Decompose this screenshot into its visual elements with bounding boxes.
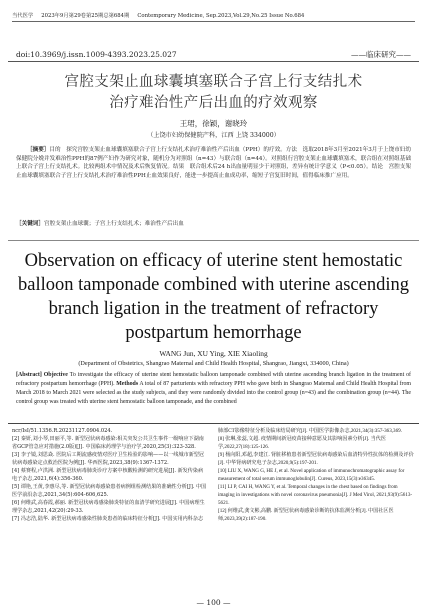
doi-row (16, 48, 411, 60)
affiliation-en: (Department of Obstetrics, Shangrao Maternal and Child Health Hospital, Shangrao, Jiangxi, 334000, China) (78, 360, 349, 367)
title-en (0, 249, 427, 345)
reference-item: [10] LIU X, WANG G, HE J, et al. Novel application of immunochromatographic assay for measurement of total serum immunoglobulin[J]. Cureus, 2023,15(3):e36345. (218, 468, 405, 482)
title-cn-line-2: 治疗难治性产后出血的疗效观察 (109, 95, 318, 111)
reference-item: [6] 何维武,高春霞,郝丽. 新型冠状病毒感染肺炎特征的血清学研究进展[J]. 中国病理生理学杂志,2021,42(20):29-33. (12, 500, 205, 514)
keywords-cn-text: 宫腔支架止血球囊；子宫上行支结扎术；难治性产后出血 (43, 221, 184, 227)
running-header (12, 5, 415, 22)
abstract-en-label: [Abstract] (16, 372, 42, 378)
abstract-cn (16, 146, 411, 180)
methods-label: Methods (116, 381, 139, 387)
reference-item: [2] 秦妍,刘小琴,田丽平,等. 新型冠状病毒感染:相关突发公共卫生事件一级响应下湖南省GCP管急应对措施(2.0版)[J]. 中国临床药理学与治疗学,2020,25(3):323-328. (12, 436, 204, 450)
affiliation-cn: （上饶市妇幼保健院产科，江西 上饶 334000） (147, 132, 280, 139)
journal-info-en: Contemporary Medicine, Sep.2023,Vol.29,No.25 Issue No.684 (137, 13, 305, 19)
reference-item: [3] 李子镜,刘思焱. 医院后工期流感疫情对医疗卫生检验的影响——以一线城市新型冠状病毒感染定点救治医院为例[J]. 华西医院,2023,38(9):1367-1372. (12, 452, 204, 466)
objective-label: Objective (43, 372, 68, 378)
reference-item: [11] LI P, CAI H, WANG Y, et al. Temporal changes in the chest based on findings from imaging in investigations with novel coronavirus pneumonia[J]. J Med Virol, 2021,93(9):5613-5621. (218, 484, 413, 506)
reference-item: [8] 张琳,张蕊,文超. 疫情期间新冠疫苗接种意愿及其影响因素分析[J]. 当代医学,2022,27(18):125-126. (218, 436, 386, 450)
objective-text: To investigate the efficacy of uterine stent hemostatic balloon tamponade combined with uterine ascending branch ligation in the treatment of refractory postpartum hemorrhage (PPH). (16, 372, 411, 387)
journal-name-cn: 当代医学 (12, 13, 34, 19)
title-cn (0, 72, 427, 114)
title-en-line-2: balloon tamponade combined with uterine ascending (18, 275, 409, 295)
reference-item: ncr/IsI/51.1356.R.20231127.0904.024. (12, 428, 113, 434)
references-right-column (218, 428, 414, 524)
authors-cn: 王珺，徐颖，谢晓玲 (179, 119, 248, 128)
references-left-column (12, 428, 208, 525)
divider (8, 61, 419, 62)
title-cn-line-1: 宫腔支架止血球囊填塞联合子宫上行支结扎术 (64, 74, 363, 90)
title-en-line-4: postpartum hemorrhage (125, 323, 302, 343)
abstract-cn-text: 目的 探究宫腔支架止血球囊填塞联合子宫上行支结扎术治疗难治性产后出血（PPH）的疗效。方法 选取2018年3月至2021年3月于上饶市妇幼保健院分娩并发难治性PPH的87例产妇作为研究对象，随机分为对照组（n=43）与联合组（n=44）。对照组行宫腔支架止血球囊填塞术，联合组在对照组基础上联合子宫上行支结扎术。比较两组术中情况及术后恢复情况。结果 联合组术后24 h出血量明显少于对照组，差异有统计学意义（P<0.05）。结论 宫腔支架止血球囊填塞联合子宫上行支结扎术治疗难治性PPH止血效果良好，能进一步提高止血成功率，缩短子宫复旧时间，值得临床推广应用。 (16, 147, 411, 179)
abstract-en (16, 371, 411, 407)
keywords-cn-label: ［关键词］ (16, 221, 44, 227)
reference-item: [12] 何维武,龚文彬,高鹏. 新型冠状病毒感染诊断的抗体监测分析[J]. 中国社区医师,2023,39(2):187-190. (218, 508, 394, 522)
reference-item: [5] 谭艳,王黄,李惠尽,等. 新型冠状病毒感染患者病例组检测结果的准确性分析[J]. 中国医学前沿杂志,2021,34(5):604-606,625. (12, 484, 207, 498)
authors-en: WANG Jun, XU Ying, XIE Xiaoling (159, 349, 268, 358)
title-en-line-1: Observation on efficacy of uterine stent hemostatic (24, 251, 403, 271)
doi[interactable]: doi:10.3969/j.issn.1009-4393.2023.25.027 (16, 49, 177, 59)
reference-item: 肺部CT影像特征分析及临床结局研究[J]. 中国医学影像杂志,2021,34(3):357-363,369. (218, 428, 402, 434)
keywords-cn (16, 220, 411, 228)
title-en-line-3: branch ligation in the treatment of refractory (48, 299, 379, 319)
reference-item: [4] 蔡赛程,卢洪洲. 新型冠状病毒肺炎诊疗方案中核酸检测的研究进展[J]. 新发传染病电子杂志,2021,6(4):356-360. (12, 468, 204, 482)
divider (8, 240, 419, 241)
section-label: ——临床研究—— (351, 49, 411, 59)
divider (8, 423, 419, 424)
volume-info-cn: 2023年9月第29卷第25期总第684期 (41, 13, 130, 19)
abstract-cn-label: ［摘要］ (27, 147, 50, 153)
page-number: — 100 — (196, 598, 231, 607)
reference-item: [7] 冯志浩,陆华. 新型冠状病毒感染性肺炎患者的临床特征分析[J]. 中国实用内科杂志 (12, 516, 204, 523)
methods-text: A total of 87 parturients with refractory PPH who gave birth in Shangrao Maternal and Child Health Hospital from March 2018 to March 2021 were selected as the study subjects, and they were randomly divided into the control group (n=43) and the combination group (n=44). The control group was treated with uterine stent hemostatic balloon tamponade, and the combined (16, 381, 411, 405)
reference-item: [9] 杨向阳,邓超,李建江. 肾脏移植患者新型冠状病毒感染后血清特异性抗体的检测及评价[J]. 中华肾病研究电子杂志,2020,9(5):197-201. (218, 452, 414, 466)
